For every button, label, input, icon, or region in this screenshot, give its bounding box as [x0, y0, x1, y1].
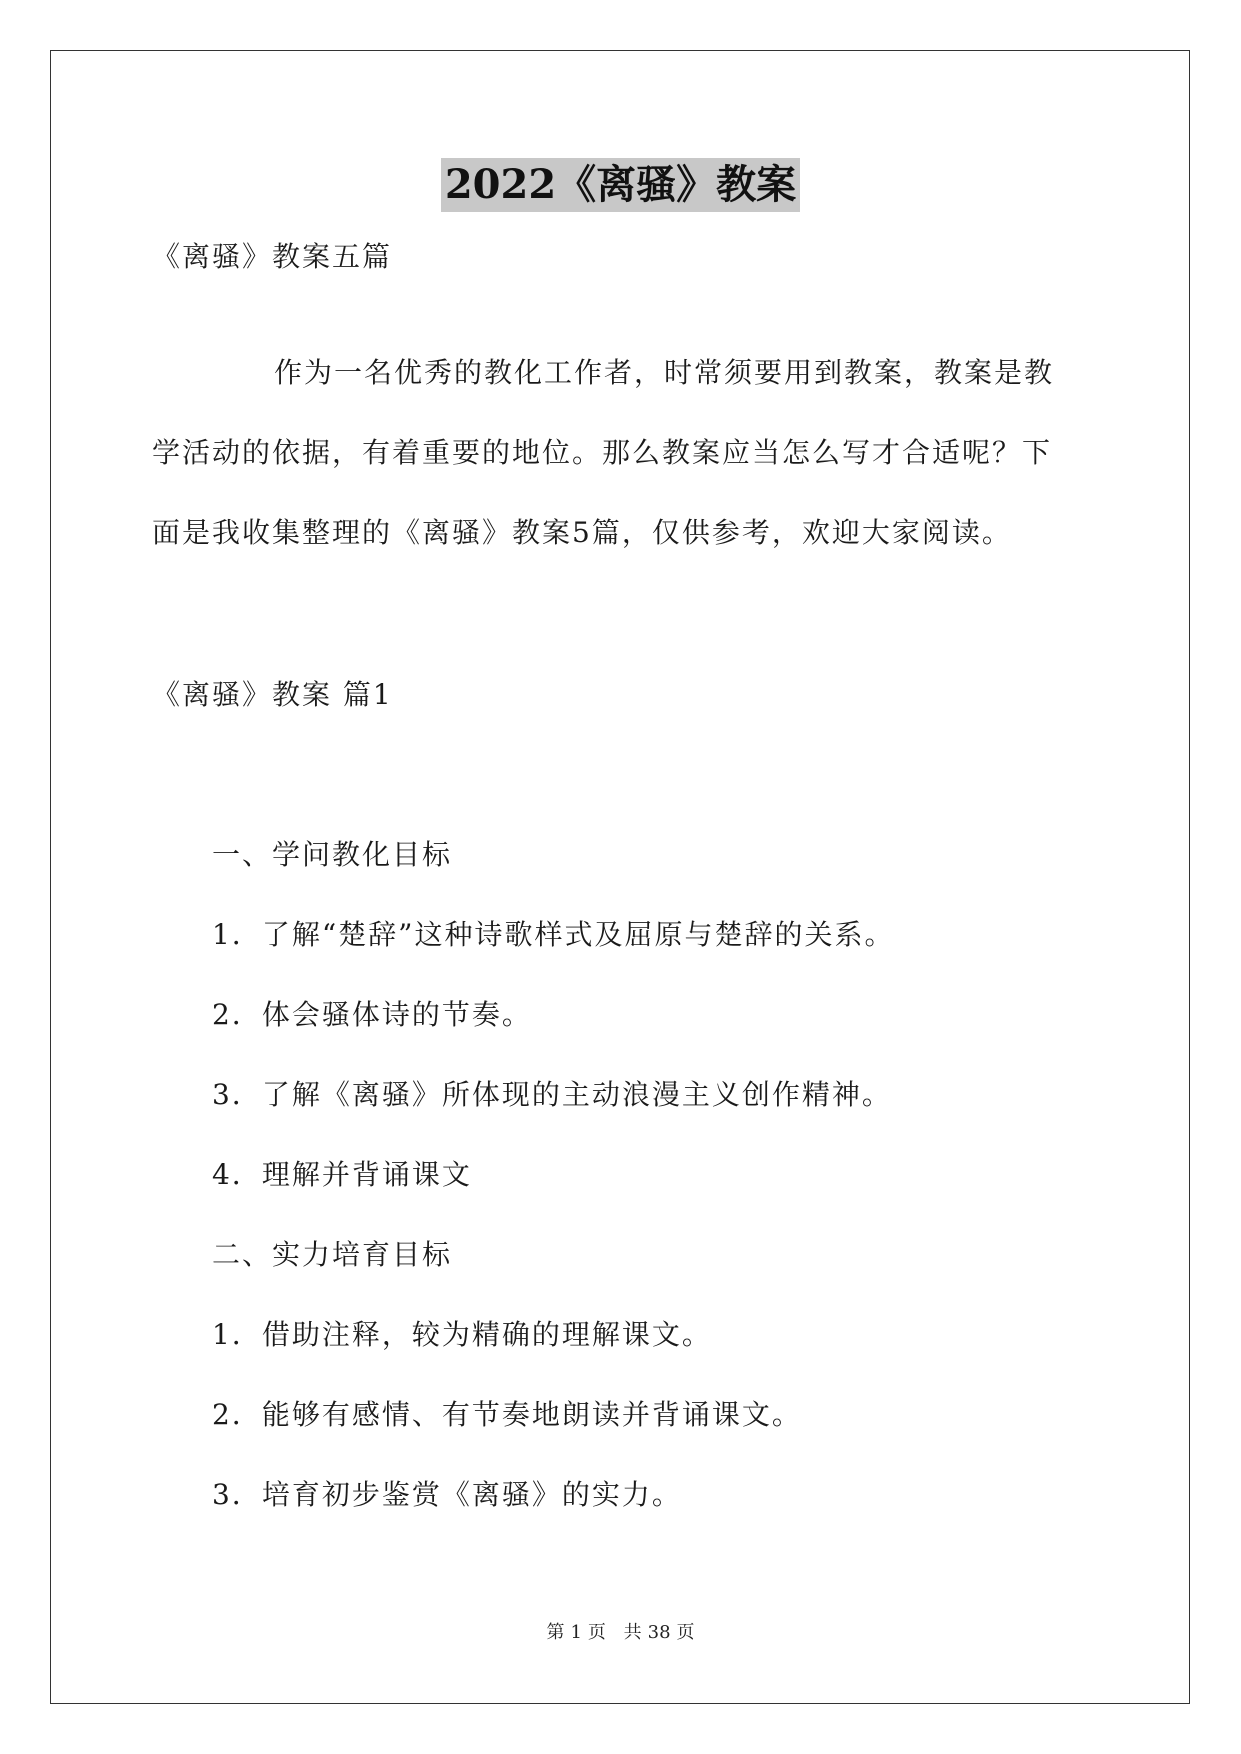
page-label-suffix: 页 — [587, 1622, 606, 1643]
total-label-prefix: 共 — [623, 1622, 642, 1643]
ability-goal-item: 3．培育初步鉴赏《离骚》的实力。 — [212, 1478, 682, 1511]
knowledge-goal-item: 2．体会骚体诗的节奏。 — [212, 998, 532, 1031]
page-label-prefix: 第 — [546, 1622, 565, 1643]
ability-goal-item: 2．能够有感情、有节奏地朗读并背诵课文。 — [212, 1398, 802, 1431]
intro-line-1: 作为一名优秀的教化工作者，时常须要用到教案，教案是教 — [274, 356, 1055, 389]
document-title: 2022《离骚》教案 — [441, 158, 800, 212]
page-number — [543, 1622, 608, 1643]
page-footer — [0, 1622, 1241, 1644]
section-heading: 《离骚》教案 篇1 — [152, 678, 393, 711]
total-pages — [621, 1622, 698, 1643]
knowledge-goal-item: 3．了解《离骚》所体现的主动浪漫主义创作精神。 — [212, 1078, 892, 1111]
knowledge-goal-item: 1．了解“楚辞”这种诗歌样式及屈原与楚辞的关系。 — [212, 918, 895, 951]
total-page-count: 38 — [647, 1622, 671, 1643]
intro-line-3: 面是我收集整理的《离骚》教案5篇，仅供参考，欢迎大家阅读。 — [152, 516, 1012, 549]
knowledge-goal-item: 4．理解并背诵课文 — [212, 1158, 472, 1191]
ability-goal-item: 1．借助注释，较为精确的理解课文。 — [212, 1318, 712, 1351]
page-border — [50, 50, 1190, 1704]
document-subtitle: 《离骚》教案五篇 — [152, 240, 393, 273]
total-label-suffix: 页 — [676, 1622, 695, 1643]
title-container — [0, 158, 1241, 212]
ability-goal-heading: 二、实力培育目标 — [212, 1238, 453, 1271]
intro-line-2: 学活动的依据，有着重要的地位。那么教案应当怎么写才合适呢？下 — [152, 436, 1053, 469]
current-page: 1 — [570, 1622, 582, 1643]
knowledge-goal-heading: 一、学问教化目标 — [212, 838, 453, 871]
